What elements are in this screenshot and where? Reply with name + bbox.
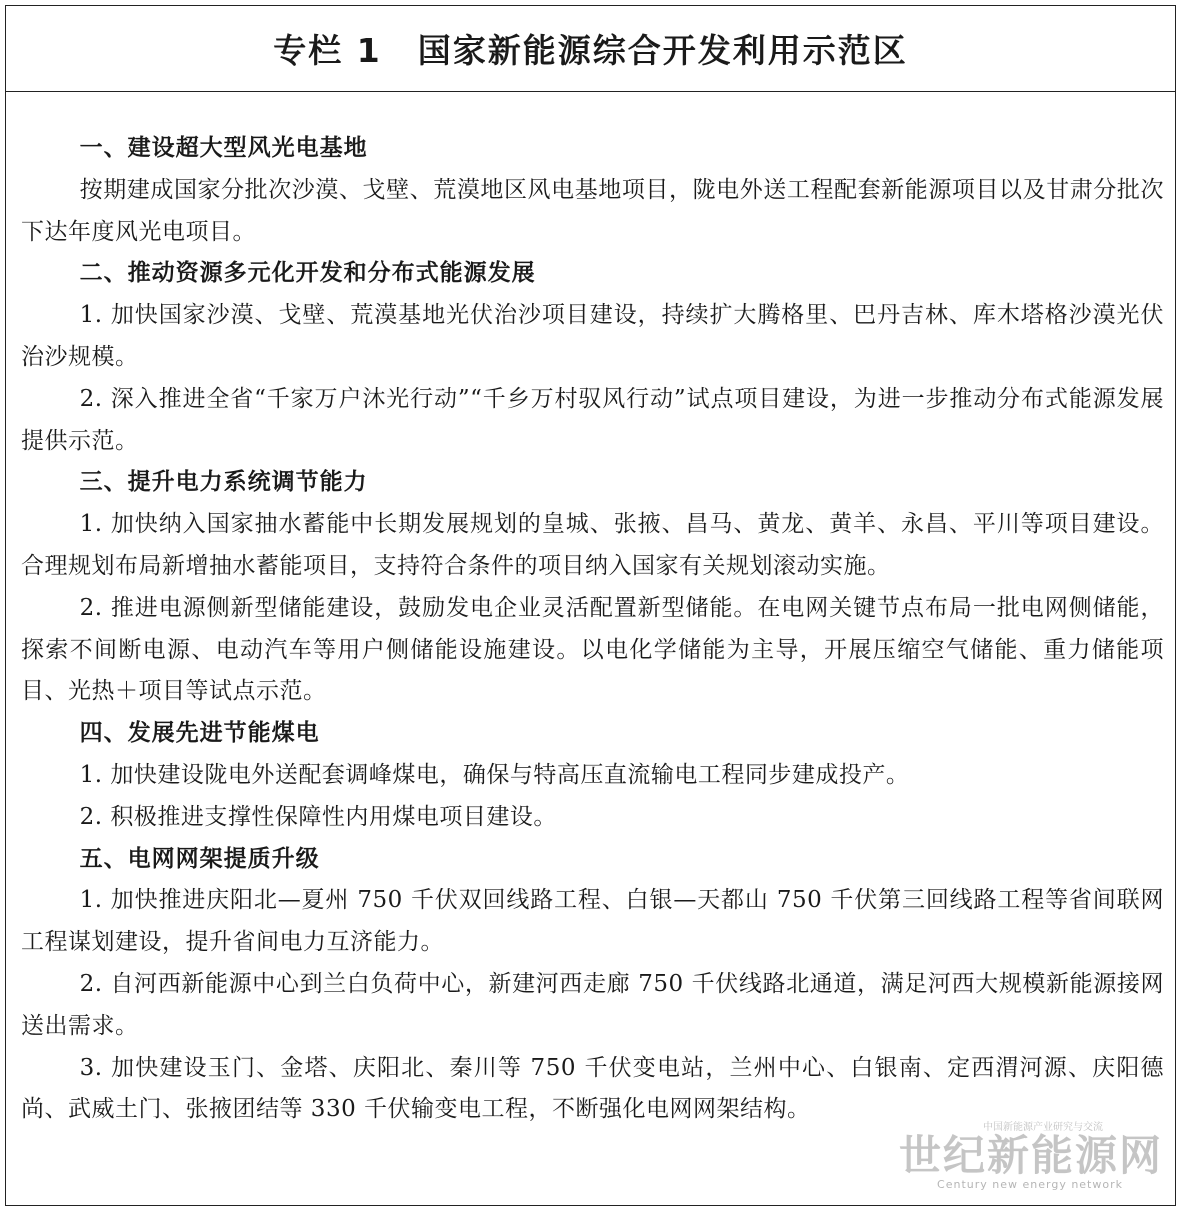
body-paragraph: 1. 加快国家沙漠、戈壁、荒漠基地光伏治沙项目建设，持续扩大腾格里、巴丹吉林、库木塔格沙漠光伏治沙规模。	[21, 302, 1164, 370]
section-heading-1: 一、建设超大型风光电基地	[79, 135, 368, 161]
watermark-top-text: 中国新能源产业研究与交流	[983, 1122, 1103, 1133]
section-heading-5: 五、电网网架提质升级	[79, 845, 320, 872]
body-paragraph: 3. 加快建设玉门、金塔、庆阳北、秦川等 750 千伏变电站，兰州中心、白银南、定西渭河源、庆阳德尚、武威土门、张掖团结等 330 千伏输变电工程，不断强化电网网架结构。	[21, 1054, 1164, 1123]
section-heading-4: 四、发展先进节能煤电	[79, 720, 320, 747]
body-paragraph: 2. 深入推进全省“千家万户沐光行动”“千乡万村驭风行动”试点项目建设，为进一步推动分布式能源发展提供示范。	[21, 385, 1164, 454]
column-label: 专栏 1	[273, 31, 382, 70]
watermark-logo-text: 世纪新能源网	[898, 1131, 1163, 1180]
column-box	[5, 5, 1176, 1206]
body-paragraph: 1. 加快纳入国家抽水蓄能中长期发展规划的皇城、张掖、昌马、黄龙、黄羊、永昌、平川等项目建设。合理规划布局新增抽水蓄能项目，支持符合条件的项目纳入国家有关规划滚动实施。	[21, 511, 1164, 579]
column-content	[21, 128, 1164, 1131]
watermark	[898, 1122, 1163, 1191]
column-title	[273, 25, 907, 72]
section-heading-2: 二、推动资源多元化开发和分布式能源发展	[79, 260, 536, 287]
body-paragraph: 按期建成国家分批次沙漠、戈壁、荒漠地区风电基地项目，陇电外送工程配套新能源项目以及甘肃分批次下达年度风光电项目。	[21, 176, 1164, 245]
body-paragraph: 1. 加快建设陇电外送配套调峰煤电，确保与特高压直流输电工程同步建成投产。	[79, 761, 910, 788]
watermark-subtitle: Century new energy network	[937, 1178, 1123, 1191]
body-paragraph: 1. 加快推进庆阳北—夏州 750 千伏双回线路工程、白银—天都山 750 千伏第三回线路工程等省间联网工程谋划建设，提升省间电力互济能力。	[21, 887, 1164, 956]
column-title-text: 国家新能源综合开发利用示范区	[417, 31, 908, 70]
column-title-bar	[6, 6, 1175, 92]
body-paragraph: 2. 推进电源侧新型储能建设，鼓励发电企业灵活配置新型储能。在电网关键节点布局一批电网侧储能，探索不间断电源、电动汽车等用户侧储能设施建设。以电化学储能为主导，开展压缩空气储能、重力储能项目、光热＋项目等试点示范。	[21, 594, 1164, 705]
section-heading-3: 三、提升电力系统调节能力	[79, 469, 368, 496]
body-paragraph: 2. 积极推进支撑性保障性内用煤电项目建设。	[79, 803, 557, 830]
body-paragraph: 2. 自河西新能源中心到兰白负荷中心，新建河西走廊 750 千伏线路北通道，满足河西大规模新能源接网送出需求。	[21, 970, 1164, 1039]
